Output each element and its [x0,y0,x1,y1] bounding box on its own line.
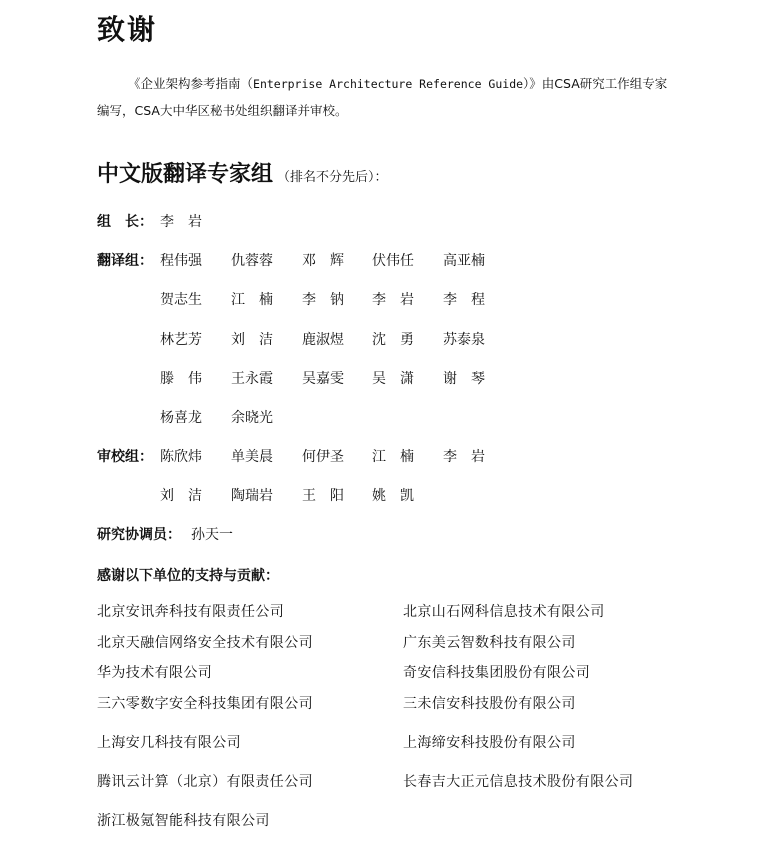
translators-label: 翻译组： [97,253,153,269]
translator-name: 滕 伟 [160,371,202,387]
leader-name: 李 岩 [160,214,202,230]
reviewer-name: 江 楠 [372,449,414,465]
company-name: 浙江极氪智能科技有限公司 [97,813,270,829]
translator-name: 高亚楠 [443,253,485,269]
company-name: 北京安讯奔科技有限责任公司 [97,604,285,620]
translator-name: 吴 潇 [372,371,414,387]
translator-name: 仇蓉蓉 [231,253,273,269]
page-title: 致谢 [97,13,158,46]
company-name: 北京山石网科信息技术有限公司 [403,604,605,620]
company-name: 上海缔安科技股份有限公司 [403,735,576,751]
translator-name: 沈 勇 [372,332,414,348]
translator-name: 伏伟任 [372,253,414,269]
translator-name: 杨喜龙 [160,410,202,426]
intro-text-end: ）》由CSA研究工作组专家 [523,76,668,91]
company-name: 腾讯云计算（北京）有限责任公司 [97,774,313,790]
intro-english-title: Enterprise Architecture Reference Guide [253,77,524,91]
translator-name: 程伟强 [160,253,202,269]
intro-text-start: 《企业架构参考指南（ [128,76,254,91]
translator-name: 李 钠 [302,292,344,308]
company-name: 三未信安科技股份有限公司 [403,696,576,712]
translator-name: 江 楠 [231,292,273,308]
translator-name: 李 岩 [372,292,414,308]
translator-name: 刘 洁 [231,332,273,348]
reviewer-name: 李 岩 [443,449,485,465]
leader-label: 组 长： [97,214,153,230]
translator-name: 吴嘉雯 [302,371,344,387]
section-title-text: 中文版翻译专家组 [97,162,274,187]
translator-name: 林艺芳 [160,332,202,348]
translator-name: 邓 辉 [302,253,344,269]
reviewer-name: 何伊圣 [302,449,344,465]
company-name: 长春吉大正元信息技术股份有限公司 [403,774,634,790]
reviewer-name: 刘 洁 [160,488,202,504]
reviewer-name: 王 阳 [302,488,344,504]
translator-name: 谢 琴 [443,371,485,387]
translator-name: 鹿淑煜 [302,332,344,348]
intro-line-1 [128,70,667,98]
reviewer-name: 陈欣炜 [160,449,202,465]
company-name: 北京天融信网络安全技术有限公司 [97,635,313,651]
company-name: 奇安信科技集团股份有限公司 [403,665,591,681]
translator-name: 李 程 [443,292,485,308]
coordinator-name: 孙天一 [191,527,233,543]
coordinator-label: 研究协调员： [97,527,181,543]
company-name: 上海安几科技有限公司 [97,735,241,751]
reviewers-label: 审校组： [97,449,153,465]
thanks-title: 感谢以下单位的支持与贡献： [97,568,279,584]
reviewer-name: 陶瑞岩 [231,488,273,504]
translator-name: 贺志生 [160,292,202,308]
section-note: （排名不分先后）： [277,170,388,185]
company-name: 华为技术有限公司 [97,665,213,681]
reviewer-name: 姚 凯 [372,488,414,504]
translator-name: 苏泰泉 [443,332,485,348]
section-title [97,157,388,188]
reviewer-name: 单美晨 [231,449,273,465]
company-name: 三六零数字安全科技集团有限公司 [97,696,313,712]
company-name: 广东美云智数科技有限公司 [403,635,576,651]
translator-name: 余晓光 [231,410,273,426]
translator-name: 王永霞 [231,371,273,387]
intro-line-2: 编写，CSA大中华区秘书处组织翻译并审校。 [97,103,348,118]
